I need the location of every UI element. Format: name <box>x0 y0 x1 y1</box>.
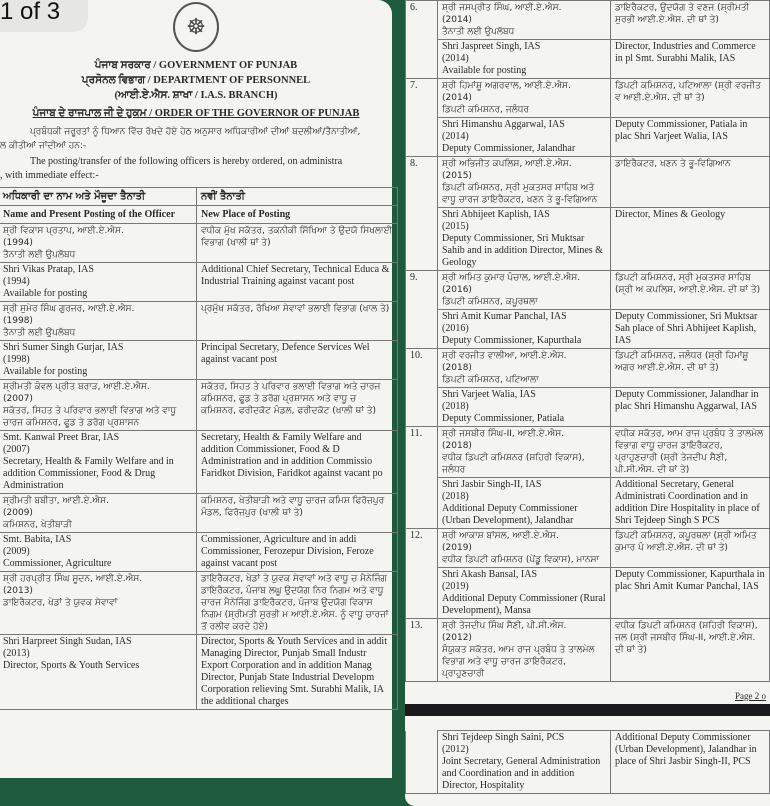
table-row <box>406 349 770 388</box>
officer-cell <box>438 118 611 157</box>
serial-number <box>406 118 438 157</box>
officer-present: ਡਿਪਟੀ ਕਮਿਸ਼ਨਰ, ਜਲੰਧਰ <box>442 105 529 115</box>
serial-number <box>406 731 438 794</box>
officer-name: Shri Jaspreet Singh, IAS <box>442 41 541 52</box>
officer-present: Additional Deputy Commissioner (Urban Development), Jalandhar <box>442 503 578 526</box>
officer-year: (2007) <box>3 444 30 455</box>
officer-cell <box>438 478 611 529</box>
officer-cell <box>438 619 611 682</box>
officer-name: ਸ਼੍ਰੀ ਹਿਮਾਂਸ਼ੂ ਅਗਰਵਾਲ, ਆਈ.ਏ.ਐਸ. <box>442 81 571 91</box>
officer-year: (2012) <box>442 744 469 755</box>
serial-number: 6. <box>406 1 438 40</box>
officer-present: ਡਿਪਟੀ ਕਮਿਸ਼ਨਰ, ਕਪੂਰਥਲਾ <box>442 297 538 307</box>
officer-year: (1998) <box>3 316 33 326</box>
table-row <box>406 388 770 427</box>
officer-year: (2013) <box>3 648 30 659</box>
officer-name: Shri Tejdeep Singh Saini, PCS <box>442 732 565 743</box>
officer-year: (2018) <box>442 491 469 502</box>
table-row <box>406 427 770 478</box>
officer-cell <box>0 341 197 380</box>
officer-present: Available for posting <box>3 366 88 377</box>
officer-present: Deputy Commissioner, Jalandhar <box>442 143 576 154</box>
table-row <box>406 1 770 40</box>
new-posting-cell: ਡਿਪਟੀ ਕਮਿਸ਼ਨਰ, ਜਲੰਧਰ (ਸ਼੍ਰੀ ਹਿਮਾਂਸ਼ੂ ਅਗਰ ਆਈ.ਏ.ਐਸ. ਦੀ ਥਾਂ ਤੇ) <box>611 349 770 388</box>
officer-present: ਕਮਿਸ਼ਨਰ, ਖੇਤੀਬਾੜੀ <box>3 520 72 530</box>
new-posting-cell: Secretary, Health & Family Welfare and addition Commissioner, Food & D Administration and in addition Commissio Faridkot Division, Faridkot against vacant po <box>197 431 398 494</box>
officer-present: Additional Deputy Commissioner (Rural Development), Mansa <box>442 593 606 616</box>
officer-cell <box>438 349 611 388</box>
header-line-2: ਪ੍ਰਸੋਨਲ ਵਿਭਾਗ / DEPARTMENT OF PERSONNEL <box>81 75 311 86</box>
officer-year: (1998) <box>3 354 30 365</box>
intro-pa-2: ਲ ਕੀਤੀਆਂ ਜਾਂਦੀਆਂ ਹਨ:- <box>0 141 87 151</box>
officer-year: (2018) <box>442 441 472 451</box>
officer-name: Shri Varjeet Walia, IAS <box>442 389 536 400</box>
table-row <box>406 529 770 568</box>
serial-number <box>406 310 438 349</box>
header-line-3: (ਆਈ.ਏ.ਐਸ. ਸ਼ਾਖਾ / I.A.S. BRANCH) <box>114 90 278 101</box>
officer-cell <box>0 263 197 302</box>
table-row <box>0 224 398 263</box>
officer-name: Shri Himanshu Aggarwal, IAS <box>442 119 565 130</box>
serial-number: 9. <box>406 271 438 310</box>
table-row <box>0 380 398 431</box>
officer-cell <box>0 494 197 533</box>
officer-name: ਸ਼੍ਰੀ ਵਰਜੀਤ ਵਾਲੀਆ, ਆਈ.ਏ.ਐਸ. <box>442 351 567 361</box>
table-header-pa <box>0 188 398 206</box>
state-emblem-icon: ☸ <box>173 2 219 52</box>
document-page-1 <box>0 0 392 778</box>
new-posting-cell: ਵਧੀਕ ਸਕੱਤਰ, ਆਮ ਰਾਜ ਪ੍ਰਬੰਧ ਤੇ ਤਾਲਮੇਲ ਵਿਭਾਗ ਵਾਧੂ ਚਾਰਜ ਡਾਇਰੈਕਟਰ, ਪ੍ਰਾਹੁਣਚਾਰੀ (ਸ਼੍ਰੀ ਤੇਜਦੀਪ ਸੈਣੀ, ਪੀ.ਸੀ.ਐਸ. ਦੀ ਥਾਂ ਤੇ) <box>611 427 770 478</box>
officer-name: ਸ਼੍ਰੀਮਤੀ ਬਬੀਤਾ, ਆਈ.ਏ.ਐਸ. <box>3 496 109 506</box>
table-row <box>406 731 770 794</box>
officer-year: (2013) <box>3 586 33 596</box>
officer-name: Shri Harpreet Singh Sudan, IAS <box>3 636 132 647</box>
officer-year: (2009) <box>3 508 33 518</box>
officer-cell <box>0 302 197 341</box>
officer-cell <box>438 271 611 310</box>
officer-present: Available for posting <box>442 65 527 76</box>
officer-year: (2016) <box>442 285 472 295</box>
new-posting-cell: Additional Deputy Commissioner (Urban Development), Jalandhar in place of Shri Jasbir Singh-II, PCS <box>611 731 770 794</box>
officer-name: Shri Vikas Pratap, IAS <box>3 264 94 275</box>
officer-name: ਸ਼੍ਰੀ ਵਿਕਾਸ ਪ੍ਰਤਾਪ, ਆਈ.ਏ.ਐਸ. <box>3 226 124 236</box>
officer-cell <box>438 529 611 568</box>
officer-present: ਡਿਪਟੀ ਕਮਿਸ਼ਨਰ, ਸ੍ਰੀ ਮੁਕਤਸਰ ਸਾਹਿਬ ਅਤੇ ਵਾਧੂ ਚਾਰਜ ਡਾਇਰੈਕਟਰ, ਖਣਨ ਤੇ ਭੂ-ਵਿਗਿਆਨ <box>442 183 598 205</box>
new-posting-cell: Director, Sports & Youth Services and in addit Managing Director, Punjab Small Industr Export Corporation and in addition Manag Director, Punjab State Industrial Developm Corporation relieving Smt. Surabhi Malik, IA the additional charges <box>197 635 398 710</box>
officer-year: (1994) <box>3 276 30 287</box>
page-footer: Page 2 o <box>735 691 766 701</box>
officer-name: Smt. Kanwal Preet Brar, IAS <box>3 432 120 443</box>
new-posting-cell: Commissioner, Agriculture and in addi Commissioner, Ferozepur Division, Feroze against vacant post <box>197 533 398 572</box>
officer-cell <box>0 533 197 572</box>
document-page-3 <box>405 716 770 806</box>
officer-present: Available for posting <box>3 288 88 299</box>
officer-present: ਤੈਨਾਤੀ ਲਈ ਉਪਲੱਬਧ <box>3 328 76 338</box>
new-posting-cell: Principal Secretary, Defence Services Wel against vacant post <box>197 341 398 380</box>
officer-present: ਡਿਪਟੀ ਕਮਿਸ਼ਨਰ, ਪਟਿਆਲਾ <box>442 375 539 385</box>
serial-number <box>406 40 438 79</box>
new-posting-cell: ਡਿਪਟੀ ਕਮਿਸ਼ਨਰ, ਸ੍ਰੀ ਮੁਕਤਸਰ ਸਾਹਿਬ (ਸ਼੍ਰੀ ਅ ਕਪਲਿਸ਼, ਆਈ.ਏ.ਐਸ. ਦੀ ਥਾਂ ਤੇ) <box>611 271 770 310</box>
new-posting-cell: ਡਾਇਰੈਕਟਰ, ਖੇਡਾਂ ਤੇ ਯੁਵਕ ਸੇਵਾਵਾਂ ਅਤੇ ਵਾਧੂ ਚ ਮੈਨੇਜਿੰਗ ਡਾਇਰੈਕਟਰ, ਪੰਜਾਬ ਲਘੂ ਉਦਯੋਗ ਨਿਰ ਨਿਗਮ ਅਤੇ ਵਾਧੂ ਚਾਰਜ ਮੈਨੇਜਿੰਗ ਡਾਇਰੈਕਟਰ, ਪੰਜਾਬ ਉਦਯੋਗ ਵਿਕਾਸ ਨਿਗਮ (ਸ਼੍ਰੀਮਤੀ ਸੁਰਭੀ ਮ ਆਈ.ਏ.ਐਸ. ਨੂੰ ਵਾਧੂ ਚਾਰਜਾਂ ਤੋਂ ਰਲੀਵ ਕਰਦੇ ਹੋਏ) <box>197 572 398 635</box>
officer-name: Shri Jasbir Singh-II, IAS <box>442 479 542 490</box>
officer-year: (2014) <box>442 131 469 142</box>
posting-table-left <box>0 187 398 710</box>
table-row <box>406 271 770 310</box>
officer-name: Shri Abhijeet Kaplish, IAS <box>442 209 550 220</box>
table-row <box>406 478 770 529</box>
serial-number: 8. <box>406 157 438 208</box>
officer-cell <box>438 208 611 271</box>
serial-number: 13. <box>406 619 438 682</box>
header-line-1: ਪੰਜਾਬ ਸਰਕਾਰ / GOVERNMENT OF PUNJAB <box>94 60 298 71</box>
table-header-en <box>0 206 398 224</box>
new-posting-cell: ਡਿਪਟੀ ਕਮਿਸ਼ਨਰ, ਕਪੂਰਥਲਾ (ਸ਼੍ਰੀ ਅਮਿਤ ਕੁਮਾਰ ਪੰ ਆਈ.ਏ.ਐਸ. ਦੀ ਥਾਂ ਤੇ) <box>611 529 770 568</box>
officer-present: ਸੰਯੁਕਤ ਸਕੱਤਰ, ਆਮ ਰਾਜ ਪ੍ਰਬੰਧ ਤੇ ਤਾਲਮੇਲ ਵਿਭਾਗ ਅਤੇ ਵਾਧੂ ਚਾਰਜ ਡਾਇਰੈਕਟਰ, ਪ੍ਰਾਹੁਣਚਾਰੀ <box>442 645 595 679</box>
officer-cell <box>438 157 611 208</box>
table-row <box>0 572 398 635</box>
new-posting-cell: Director, Industries and Commerce in pl Smt. Surabhi Malik, IAS <box>611 40 770 79</box>
right-pages-column <box>405 0 770 791</box>
officer-year: (2019) <box>442 581 469 592</box>
new-posting-cell: ਡਿਪਟੀ ਕਮਿਸ਼ਨਰ, ਪਟਿਆਲਾ (ਸ਼੍ਰੀ ਵਰਜੀਤ ਵ ਆਈ.ਏ.ਐਸ. ਦੀ ਥਾਂ ਤੇ) <box>611 79 770 118</box>
intro-en-1: The posting/transfer of the following officers is hereby ordered, on administra <box>30 156 343 167</box>
page-separator <box>405 704 770 716</box>
table-row <box>0 494 398 533</box>
new-posting-cell: Deputy Commissioner, Kapurthala in plac Shri Amit Kumar Panchal, IAS <box>611 568 770 619</box>
officer-name: ਸ਼੍ਰੀ ਅਮਿਤ ਕੁਮਾਰ ਪੰਚਾਲ, ਆਈ.ਏ.ਐਸ. <box>442 273 581 283</box>
officer-cell <box>438 568 611 619</box>
table-row <box>406 79 770 118</box>
officer-name: ਸ਼੍ਰੀ ਸੁਮੇਰ ਸਿੰਘ ਗੁਰਜਰ, ਆਈ.ਏ.ਐਸ. <box>3 304 135 314</box>
officer-name: ਸ਼੍ਰੀ ਜਸਬੀਰ ਸਿੰਘ-II, ਆਈ.ਏ.ਐਸ. <box>442 429 565 439</box>
header-new-en: New Place of Posting <box>197 206 398 224</box>
officer-year: (2007) <box>3 394 33 404</box>
new-posting-cell: Additional Chief Secretary, Technical Educa & Industrial Training against vacant post <box>197 263 398 302</box>
officer-year: (2015) <box>442 221 469 232</box>
table-row <box>406 118 770 157</box>
header-name-en: Name and Present Posting of the Officer <box>0 206 197 224</box>
serial-number <box>406 388 438 427</box>
intro-pa-1: ਪ੍ਰਬੰਧਕੀ ਜਰੂਰਤਾਂ ਨੂੰ ਧਿਆਨ ਵਿੱਚ ਰੱਖਦੇ ਹੋਏ ਹੇਠ ਅਨੁਸਾਰ ਅਧਿਕਾਰੀਆਂ ਦੀਆਂ ਬਦਲੀਆਂ/ਤੈਨਾਤੀਆਂ, <box>30 127 361 137</box>
table-row <box>406 208 770 271</box>
new-posting-cell: ਡਾਇਰੈਕਟਰ, ਖਣਨ ਤੇ ਭੂ-ਵਿਗਿਆਨ <box>611 157 770 208</box>
intro-en-2: , with immediate effect:- <box>0 170 99 181</box>
officer-year: (2014) <box>442 93 472 103</box>
officer-name: ਸ਼੍ਰੀ ਹਰਪ੍ਰੀਤ ਸਿੰਘ ਸੂਦਨ, ਆਈ.ਏ.ਐਸ. <box>3 574 143 584</box>
page-indicator: 1 of 3 <box>0 0 88 32</box>
header-name-pa: ਅਧਿਕਾਰੀ ਦਾ ਨਾਮ ਅਤੇ ਮੌਜੂਦਾ ਤੈਨਾਤੀ <box>0 188 197 206</box>
officer-year: (1994) <box>3 238 33 248</box>
order-title: ਪੰਜਾਬ ਦੇ ਰਾਜਪਾਲ ਜੀ ਦੇ ਹੁਕਮ / ORDER OF THE GOVERNOR OF PUNJAB <box>32 108 360 119</box>
serial-number: 12. <box>406 529 438 568</box>
officer-present: ਤੈਨਾਤੀ ਲਈ ਉਪਲੱਬਧ <box>442 27 515 37</box>
officer-cell <box>0 572 197 635</box>
officer-name: ਸ਼੍ਰੀਮਤੀ ਕੰਵਲ ਪ੍ਰੀਤ ਬਰਾੜ, ਆਈ.ਏ.ਐਸ. <box>3 382 150 392</box>
officer-year: (2014) <box>442 53 469 64</box>
table-row <box>0 533 398 572</box>
officer-present: Joint Secretary, General Administration and Coordination and in addition Director, Hospitality <box>442 756 601 791</box>
officer-year: (2012) <box>442 633 472 643</box>
officer-present: Deputy Commissioner, Patiala <box>442 413 565 424</box>
officer-name: Shri Sumer Singh Gurjar, IAS <box>3 342 124 353</box>
serial-number <box>406 568 438 619</box>
new-posting-cell: Director, Mines & Geology <box>611 208 770 271</box>
officer-present: Deputy Commissioner, Sri Muktsar Sahib and in addition Director, Mines & Geology <box>442 233 603 268</box>
table-row <box>0 431 398 494</box>
officer-present: ਡਾਇਰੈਕਟਰ, ਖੇਡਾਂ ਤੇ ਯੁਵਕ ਸੇਵਾਵਾਂ <box>3 598 118 608</box>
header-new-pa: ਨਵੀਂ ਤੈਨਾਤੀ <box>197 188 398 206</box>
new-posting-cell: ਵਧੀਕ ਮੁੱਖ ਸਕੱਤਰ, ਤਕਨੀਕੀ ਸਿੱਖਿਆ ਤੇ ਉਦਯੋ ਸਿਖਲਾਈ ਵਿਭਾਗ (ਖਾਲੀ ਥਾਂ ਤੇ) <box>197 224 398 263</box>
officer-cell <box>438 427 611 478</box>
serial-number <box>406 208 438 271</box>
table-row <box>406 157 770 208</box>
new-posting-cell: ਡਾਇਰੈਕਟਰ, ਉਦਯੋਗ ਤੇ ਵਣਜ (ਸ਼੍ਰੀਮਤੀ ਸੁਰਭੀ ਆਈ.ਏ.ਐਸ. ਦੀ ਥਾਂ ਤੇ) <box>611 1 770 40</box>
table-row <box>406 619 770 682</box>
officer-year: (2019) <box>442 543 472 553</box>
officer-name: ਸ਼੍ਰੀ ਅਭਿਜੀਤ ਕਪਲਿਸ਼, ਆਈ.ਏ.ਐਸ. <box>442 159 572 169</box>
serial-number: 10. <box>406 349 438 388</box>
officer-year: (2009) <box>3 546 30 557</box>
table-row <box>0 635 398 710</box>
officer-cell <box>438 388 611 427</box>
new-posting-cell: ਪ੍ਰਮੁੱਖ ਸਕੱਤਰ, ਰੱਖਿਆ ਸੇਵਾਵਾਂ ਭਲਾਈ ਵਿਭਾਗ (ਖਾਲ ਤੇ) <box>197 302 398 341</box>
officer-year: (2015) <box>442 171 472 181</box>
officer-year: (2014) <box>442 15 472 25</box>
officer-present: Director, Sports & Youth Services <box>3 660 140 671</box>
table-row <box>406 310 770 349</box>
officer-cell <box>0 380 197 431</box>
posting-table-next <box>405 730 770 794</box>
posting-table-right <box>405 0 770 682</box>
officer-cell <box>0 224 197 263</box>
officer-present: ਵਧੀਕ ਡਿਪਟੀ ਕਮਿਸ਼ਨਰ (ਪੇਂਡੂ ਵਿਕਾਸ), ਮਾਨਸਾ <box>442 555 600 565</box>
new-posting-cell: ਕਮਿਸ਼ਨਰ, ਖੇਤੀਬਾੜੀ ਅਤੇ ਵਾਧੂ ਚਾਰਜ ਕਮਿਸ਼ ਫਿਰੋਜ਼ਪੁਰ ਮੰਡਲ, ਫਿਰੋਜ਼ਪੁਰ (ਖਾਲੀ ਥਾਂ ਤੇ) <box>197 494 398 533</box>
new-posting-cell: Deputy Commissioner, Sri Muktsar Sah place of Shri Abhijeet Kaplish, IAS <box>611 310 770 349</box>
officer-cell <box>438 731 611 794</box>
officer-year: (2018) <box>442 401 469 412</box>
serial-number <box>406 478 438 529</box>
officer-year: (2018) <box>442 363 472 373</box>
table-row <box>0 263 398 302</box>
serial-number: 7. <box>406 79 438 118</box>
officer-cell <box>438 79 611 118</box>
officer-name: ਸ਼੍ਰੀ ਜਸਪ੍ਰੀਤ ਸਿੰਘ, ਆਈ.ਏ.ਐਸ. <box>442 3 562 13</box>
officer-name: Shri Akash Bansal, IAS <box>442 569 537 580</box>
officer-cell <box>0 431 197 494</box>
officer-present: Secretary, Health & Family Welfare and in addition Commissioner, Food & Drug Administration <box>3 456 174 491</box>
table-row <box>0 341 398 380</box>
table-row <box>406 568 770 619</box>
new-posting-cell: ਸਕੱਤਰ, ਸਿਹਤ ਤੇ ਪਰਿਵਾਰ ਭਲਾਈ ਵਿਭਾਗ ਅਤੇ ਚਾਰਜ ਕਮਿਸ਼ਨਰ, ਫੂਡ ਤੇ ਡਰੱਗ ਪ੍ਰਸ਼ਾਸਨ ਅਤੇ ਵਾਧੂ ਚ ਕਮਿਸ਼ਨਰ, ਫਰੀਦਕੋਟ ਮੰਡਲ, ਫਰੀਦਕੋਟ (ਖਾਲੀ ਥਾਂ ਤੇ) <box>197 380 398 431</box>
officer-present: ਸਕੱਤਰ, ਸਿਹਤ ਤੇ ਪਰਿਵਾਰ ਭਲਾਈ ਵਿਭਾਗ ਅਤੇ ਵਾਧੂ ਚਾਰਜ ਕਮਿਸ਼ਨਰ, ਫੂਡ ਤੇ ਡਰੱਗ ਪ੍ਰਸ਼ਾਸਨ <box>3 406 177 428</box>
table-row <box>0 302 398 341</box>
officer-cell <box>438 310 611 349</box>
new-posting-cell: Deputy Commissioner, Jalandhar in plac Shri Himanshu Aggarwal, IAS <box>611 388 770 427</box>
new-posting-cell: ਵਧੀਕ ਡਿਪਟੀ ਕਮਿਸ਼ਨਰ (ਸ਼ਹਿਰੀ ਵਿਕਾਸ), ਜਲ (ਸ਼੍ਰੀ ਜਸਬੀਰ ਸਿੰਘ-II, ਆਈ.ਏ.ਐਸ. ਦੀ ਥਾਂ ਤੇ) <box>611 619 770 682</box>
document-page-2 <box>405 0 770 704</box>
serial-number: 11. <box>406 427 438 478</box>
officer-name: Shri Amit Kumar Panchal, IAS <box>442 311 567 322</box>
new-posting-cell: Deputy Commissioner, Patiala in plac Shri Varjeet Walia, IAS <box>611 118 770 157</box>
officer-year: (2016) <box>442 323 469 334</box>
officer-present: ਤੈਨਾਤੀ ਲਈ ਉਪਲੱਬਧ <box>3 250 76 260</box>
officer-cell <box>438 1 611 40</box>
officer-name: ਸ਼੍ਰੀ ਤੇਜਦੀਪ ਸਿੰਘ ਸੈਣੀ, ਪੀ.ਸੀ.ਐਸ. <box>442 621 567 631</box>
new-posting-cell: Additional Secretary, General Administrati Coordination and in addition Dire Hospitality in place of Shri Tejdeep Singh S PCS <box>611 478 770 529</box>
officer-present: Commissioner, Agriculture <box>3 558 112 569</box>
officer-cell <box>0 635 197 710</box>
table-row <box>406 40 770 79</box>
officer-name: Smt. Babita, IAS <box>3 534 72 545</box>
officer-present: ਵਧੀਕ ਡਿਪਟੀ ਕਮਿਸ਼ਨਰ (ਸ਼ਹਿਰੀ ਵਿਕਾਸ), ਜਲੰਧਰ <box>442 453 585 475</box>
officer-present: Deputy Commissioner, Kapurthala <box>442 335 582 346</box>
officer-cell <box>438 40 611 79</box>
officer-name: ਸ਼੍ਰੀ ਆਕਾਸ਼ ਬਾਂਸਲ, ਆਈ.ਏ.ਐਸ. <box>442 531 559 541</box>
